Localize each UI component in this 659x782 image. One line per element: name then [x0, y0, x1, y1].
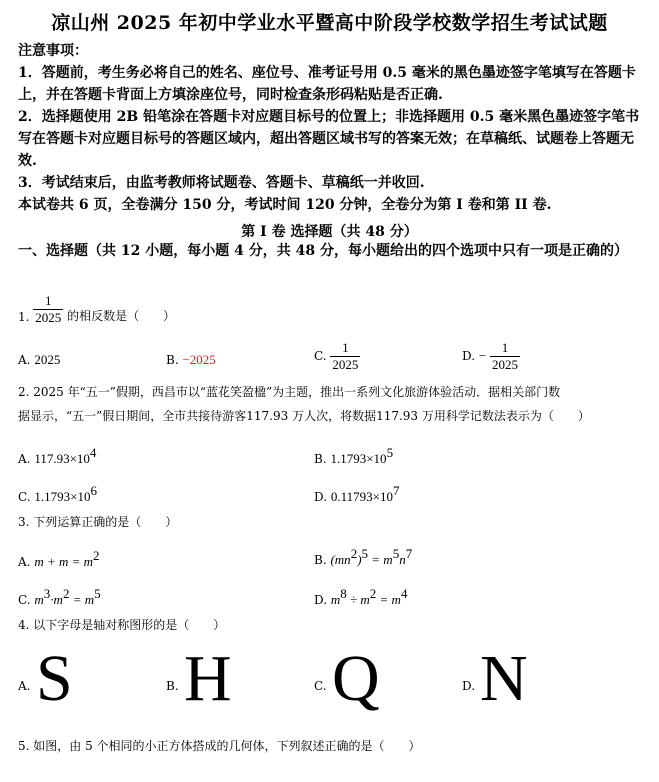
- q3-option-a[interactable]: [18, 547, 100, 571]
- option-expr: m: [34, 592, 44, 607]
- q3-option-d[interactable]: [314, 585, 407, 609]
- q1-frac-num: 1: [45, 293, 52, 308]
- question-5: 5. 如图，由 5 个相同的小正方体搭成的几何体，下列叙述正确的是（ ）: [18, 739, 421, 753]
- option-label: D.: [462, 349, 476, 363]
- option-label: C.: [18, 490, 31, 504]
- q4-option-b-label[interactable]: B.: [166, 679, 179, 693]
- q2-option-c[interactable]: [18, 482, 97, 506]
- q2-line-1: 2. 2025 年“五一”假期，西昌市以“蓝花笑盈楹”为主题，推出一系列文化旅游体验活动．据相关部门数: [18, 385, 561, 399]
- q4-option-d-letter: N: [480, 642, 528, 715]
- option-exp: 5: [386, 445, 394, 460]
- option-label: B.: [314, 553, 327, 567]
- notice-summary: 本试卷共 6 页，全卷满分 150 分，考试时间 120 分钟，全卷分为第 I 卷和第 II 卷.: [18, 197, 552, 213]
- option-label: B.: [314, 452, 327, 466]
- q1-option-a[interactable]: [18, 351, 60, 369]
- q4-option-a-label[interactable]: A.: [18, 679, 31, 693]
- option-exp: 3: [43, 586, 51, 601]
- option-exp: 5: [361, 546, 369, 561]
- option-expr: = m: [69, 592, 95, 607]
- notice-item-2: 2．选择题使用 2B 铅笔涂在答题卡对应题目标号的位置上；非选择题用 0.5 毫米黑色墨迹签字笔书写在答题卡对应题目标号的答题区域内，超出答题区域书写的答案无效；在草稿纸、试题卷上答题无效.: [18, 109, 640, 169]
- option-exp: 2: [62, 586, 70, 601]
- option-exp: 4: [400, 586, 408, 601]
- notice-heading: 注意事项：: [18, 43, 88, 59]
- option-expr: ): [357, 552, 362, 567]
- q1-option-b[interactable]: [166, 351, 216, 369]
- option-exp: 5: [94, 586, 101, 601]
- q2-option-d[interactable]: [314, 482, 399, 506]
- q2-option-a[interactable]: [18, 444, 96, 468]
- option-label: D.: [314, 593, 328, 607]
- notice-item-3: 3．考试结束后，由监考教师将试题卷、答题卡、草稿纸一并收回.: [18, 175, 425, 191]
- q2-line-2: 据显示，“五一”假日期间，全市共接待游客117.93 万人次，将数据117.93 万用科学记数法表示为（ ）: [18, 409, 590, 423]
- option-fraction: [330, 340, 360, 373]
- option-exp: 8: [340, 586, 347, 601]
- option-expr: = m: [376, 592, 401, 607]
- q1-text: 的相反数是（ ）: [67, 309, 176, 323]
- option-expr: = m: [368, 552, 393, 567]
- q4-option-b-letter: H: [184, 642, 232, 715]
- q1-frac-den: 2025: [35, 310, 62, 325]
- question-4: 4. 以下字母是轴对称图形的是（ ）: [18, 618, 226, 632]
- frac-den: 2025: [492, 357, 519, 372]
- option-label: C.: [18, 593, 31, 607]
- q1-option-c[interactable]: [314, 340, 360, 373]
- q1-number: 1.: [18, 310, 30, 324]
- q1-fraction: [33, 293, 63, 326]
- option-label: C.: [314, 349, 327, 363]
- notice-item-1: 1．答题前，考生务必将自己的姓名、座位号、准考证号用 0.5 毫米的黑色墨迹签字笔填写在答题卡上，并在答题卡背面上方填涂座位号，同时检查条形码粘贴是否正确.: [18, 65, 636, 103]
- question-3: 3. 下列运算正确的是（ ）: [18, 515, 178, 529]
- option-exp: 4: [89, 445, 97, 460]
- option-exp: 7: [392, 483, 400, 498]
- option-base: 117.93×10: [34, 451, 90, 466]
- q3-option-c[interactable]: [18, 585, 101, 609]
- option-expr: m + m = m: [34, 554, 94, 569]
- part-heading: 一、选择题（共 12 小题，每小题 4 分，共 48 分，每小题给出的四个选项中只有一项是正确的）: [18, 243, 628, 259]
- q4-option-d-label[interactable]: D.: [462, 679, 476, 693]
- option-exp: 2: [93, 548, 100, 563]
- option-expr: m: [330, 592, 341, 607]
- option-label: A.: [18, 353, 31, 367]
- section-heading: 第 I 卷 选择题（共 48 分）: [241, 224, 418, 240]
- option-exp: 2: [369, 586, 377, 601]
- option-label: A.: [18, 452, 31, 466]
- option-expr: ·m: [50, 592, 63, 607]
- q4-option-c-letter: Q: [332, 642, 380, 715]
- q1-option-d[interactable]: [462, 340, 520, 373]
- option-expr: ÷ m: [346, 592, 370, 607]
- option-base: 1.1793×10: [34, 489, 91, 504]
- option-expr: (mn: [330, 552, 351, 567]
- q4-option-c-label[interactable]: C.: [314, 679, 327, 693]
- option-base: 1.1793×10: [330, 451, 387, 466]
- option-value: −2025: [182, 352, 216, 367]
- option-label: B.: [166, 353, 179, 367]
- option-exp: 5: [392, 546, 400, 561]
- frac-num: 1: [501, 340, 509, 355]
- option-base: 0.11793×10: [330, 489, 393, 504]
- q3-option-b[interactable]: [314, 545, 412, 569]
- option-exp: 7: [405, 546, 413, 561]
- q2-option-b[interactable]: [314, 444, 393, 468]
- option-exp: 2: [350, 546, 358, 561]
- notice-block: [18, 40, 644, 216]
- option-expr: n: [399, 552, 406, 567]
- question-2: [18, 380, 648, 428]
- page-title: 凉山州 2025 年初中学业水平暨高中阶段学校数学招生考试试题: [51, 12, 608, 34]
- option-fraction: [490, 340, 520, 373]
- option-label: D.: [314, 490, 328, 504]
- frac-den: 2025: [332, 357, 359, 372]
- option-sign: −: [478, 348, 487, 363]
- option-value: 2025: [34, 352, 61, 367]
- q4-option-a-letter: S: [36, 642, 73, 715]
- option-exp: 6: [90, 483, 97, 498]
- frac-num: 1: [342, 340, 349, 355]
- question-1: [18, 293, 648, 326]
- option-label: A.: [18, 555, 31, 569]
